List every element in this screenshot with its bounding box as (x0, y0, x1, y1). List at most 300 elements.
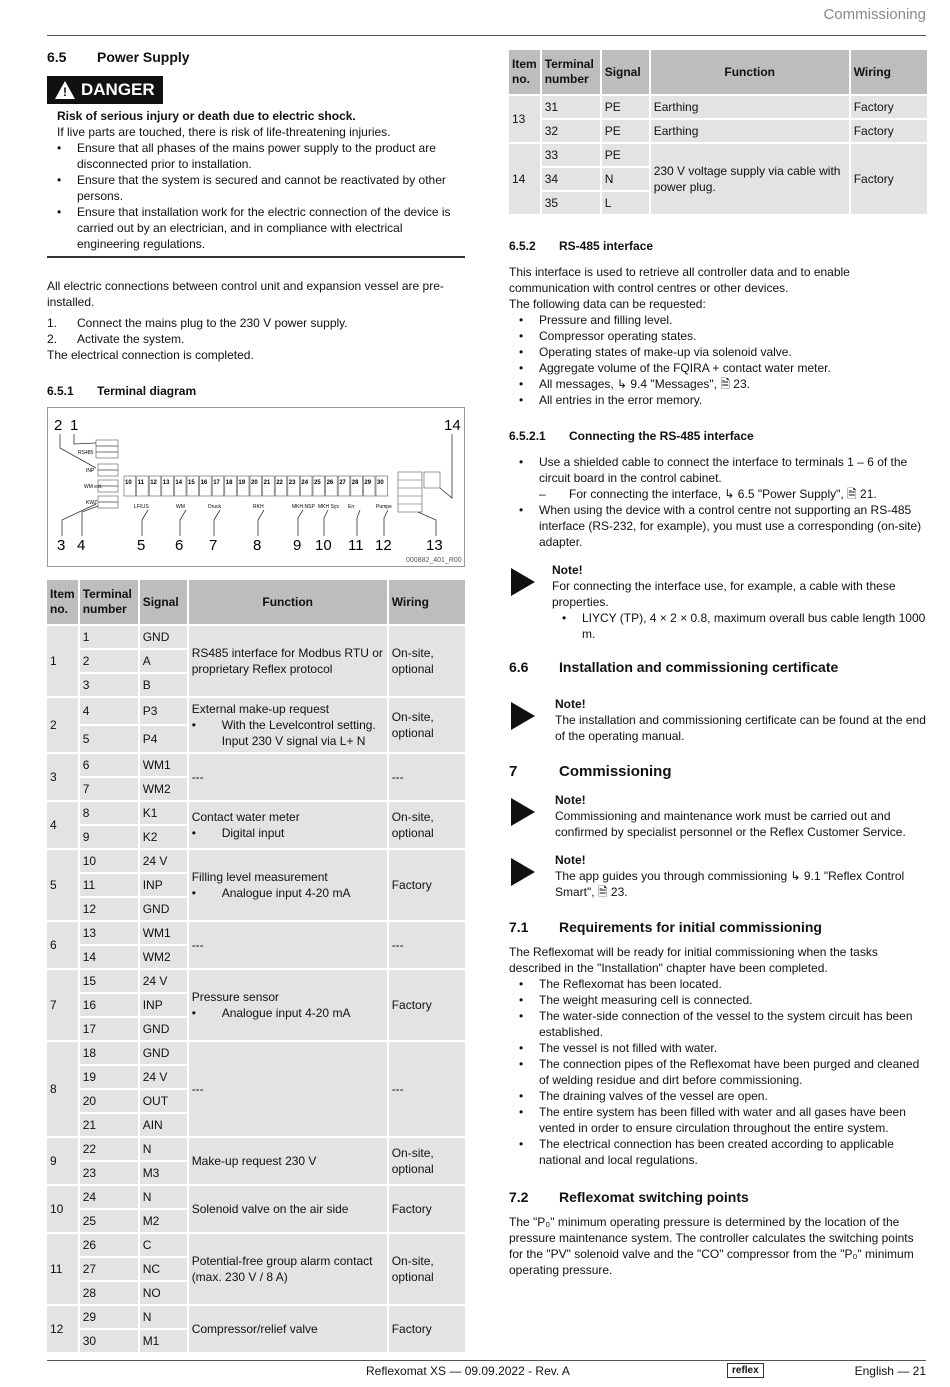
table-row (47, 850, 465, 872)
cell-item: 13 (509, 96, 540, 142)
list-item: • The Reflexomat has been located. (509, 976, 927, 992)
cell-terminal: 31 (542, 96, 600, 118)
callout-label: 13 (426, 537, 443, 554)
warning-triangle-icon: ! (55, 81, 75, 99)
callout-label: 2 (54, 417, 63, 434)
cell-terminal: 4 (80, 698, 138, 724)
terminal-box (237, 476, 249, 496)
danger-label: ! DANGER (47, 76, 163, 104)
danger-text: If live parts are touched, there is risk of life-threatening injuries. (57, 125, 391, 139)
cell-terminal: 33 (542, 144, 600, 166)
callout-label: 3 (57, 537, 66, 554)
section-6-5-heading: 6.5 Power Supply (47, 49, 190, 65)
cell-wiring: On-site, optional (389, 1234, 465, 1304)
cell-terminal: 24 (80, 1186, 138, 1208)
cell-signal: GND (140, 626, 187, 648)
table-row (47, 1186, 465, 1208)
cell-terminal: 30 (80, 1330, 138, 1352)
section-7-1-heading: 7.1 Requirements for initial commissioning (509, 919, 822, 935)
terminal-groups (134, 504, 392, 510)
terminal-number: 30 (377, 480, 384, 486)
requirements-text: The Reflexomat will be ready for initial commissioning when the tasks described in the "Installation" chapter have been completed. (509, 945, 878, 975)
table-row (47, 626, 465, 648)
cell-signal: 24 V (140, 970, 187, 992)
cell-function (189, 754, 387, 800)
terminal-number: 27 (339, 480, 346, 486)
terminal-group-label: Druck (208, 504, 222, 510)
col-header-item: Item no. (47, 580, 78, 624)
table-row (47, 1306, 465, 1328)
cell-wiring: On-site, optional (389, 1138, 465, 1184)
terminal-number: 14 (175, 480, 183, 486)
cell-function (189, 850, 387, 920)
col-header-item: Item no. (509, 50, 540, 94)
note-label: Note! (555, 697, 586, 711)
cell-terminal: 10 (80, 850, 138, 872)
table-row (47, 970, 465, 992)
terminal-number: 20 (251, 480, 258, 486)
callout-label: 7 (209, 537, 218, 554)
cell-terminal: 1 (80, 626, 138, 648)
note-label: Note! (555, 853, 586, 867)
cell-function (189, 1234, 387, 1304)
function-text: Contact water meter (191, 810, 300, 824)
cell-function (189, 1186, 387, 1232)
callout-label: 4 (77, 537, 86, 554)
diagram-left-label: KWZ (86, 500, 98, 506)
cell-item: 9 (47, 1138, 78, 1184)
terminal-box (174, 476, 186, 496)
list-item: • When using the device with a control centre not supporting an RS-485 interface (RS-232, for example), you must use a corresponding (on-site) adapter. (509, 502, 927, 550)
cell-signal: P3 (140, 698, 187, 724)
cell-signal: A (140, 650, 187, 672)
cell-terminal: 5 (80, 726, 138, 752)
list-item: • Aggregate volume of the FQIRA + contact water meter. (509, 360, 927, 376)
cell-function (189, 802, 387, 848)
steps-list (47, 315, 465, 347)
danger-item: • Ensure that the system is secured and cannot be reactivated by other persons. (47, 172, 465, 204)
terminal-group-label: MKH NSP (292, 504, 315, 510)
footer-doc: Reflexomat XS — 09.09.2022 - Rev. A (366, 1364, 570, 1378)
cell-terminal: 12 (80, 898, 138, 920)
switching-points-text: The "P₀" minimum operating pressure is determined by the location of the pressure maintenance system. The controller calculates the switching points for the "PV" solenoid valve and the "CO" compressor from the "P₀" minimum operating pressure. (509, 1215, 914, 1277)
col-header-signal: Signal (602, 50, 649, 94)
terminal-table-body (47, 626, 465, 1352)
step-item: 1. Connect the mains plug to the 230 V power supply. (47, 316, 348, 330)
cell-function (189, 922, 387, 968)
terminal-number: 26 (326, 480, 334, 486)
cell-item: 3 (47, 754, 78, 800)
terminal-number: 23 (288, 480, 296, 486)
terminal-number: 25 (314, 480, 321, 486)
terminal-group-label: Err (348, 504, 355, 510)
table-row (47, 802, 465, 824)
list-item: • All messages, ↳ 9.4 "Messages", 🗎 23. (509, 376, 927, 392)
footer-rule (47, 1360, 926, 1361)
terminal-box (351, 476, 363, 496)
function-text: Compressor/relief valve (191, 1322, 318, 1336)
cell-function (189, 698, 387, 752)
cell-terminal: 25 (80, 1210, 138, 1232)
cell-signal: PE (602, 120, 649, 142)
function-bullet: • With the Levelcontrol setting. Input 230 V signal via L+ N (191, 718, 376, 748)
terminal-box (124, 476, 136, 496)
cell-item: 6 (47, 922, 78, 968)
table-row (47, 1138, 465, 1160)
note-commissioning (509, 792, 927, 840)
col-header-terminal: Terminal number (80, 580, 138, 624)
callout-label: 8 (253, 537, 262, 554)
cell-signal: K2 (140, 826, 187, 848)
section-6-5-2-heading: 6.5.2 RS-485 interface (509, 239, 654, 253)
note-text: Commissioning and maintenance work must be carried out and confirmed by specialist personnel or the Reflex Customer Service. (555, 809, 906, 839)
cell-terminal: 17 (80, 1018, 138, 1040)
diagram-code: 000882_401_R00 (406, 557, 462, 564)
terminal-group-label: MKH Sys (318, 504, 339, 510)
note-arrow-icon (511, 702, 535, 730)
cell-function (189, 1138, 387, 1184)
danger-item: • Ensure that installation work for the electric connection of the device is carried out by an electrician, and in compliance with electrical engineering regulations. (47, 204, 465, 252)
terminal-box (275, 476, 287, 496)
cell-signal: WM1 (140, 922, 187, 944)
cell-wiring: On-site, optional (389, 802, 465, 848)
cell-terminal: 20 (80, 1090, 138, 1112)
list-item: • Operating states of make-up via solenoid valve. (509, 344, 927, 360)
list-item: • Compressor operating states. (509, 328, 927, 344)
rs485-connect-list-2 (509, 502, 927, 550)
cell-wiring: --- (389, 922, 465, 968)
function-bullet: • Digital input (191, 826, 285, 840)
cell-wiring: --- (389, 1042, 465, 1136)
cell-item: 8 (47, 1042, 78, 1136)
callout-label: 12 (375, 537, 392, 554)
cell-signal: WM1 (140, 754, 187, 776)
cell-signal: GND (140, 1018, 187, 1040)
cell-item: 5 (47, 850, 78, 920)
cell-terminal: 21 (80, 1114, 138, 1136)
cell-terminal: 35 (542, 192, 600, 214)
terminal-diagram (47, 407, 465, 567)
danger-notice (47, 66, 465, 258)
note-text: For connecting the interface use, for example, a cable with these properties. (552, 579, 896, 609)
list-item: • Use a shielded cable to connect the interface to terminals 1 – 6 of the circuit board in the control cabinet. (509, 454, 927, 486)
terminal-diagram-drawing (48, 408, 464, 566)
note-text: The installation and commissioning certificate can be found at the end of the operating manual. (555, 713, 926, 743)
callout-label: 9 (293, 537, 302, 554)
table-row (47, 698, 465, 724)
note-text: The app guides you through commissioning ↳ 9.1 "Reflex Control Smart", 🗎 23. (555, 869, 905, 899)
cell-item: 4 (47, 802, 78, 848)
note-label: Note! (555, 793, 586, 807)
terminal-number: 21 (263, 480, 271, 486)
list-item: • LIYCY (TP), 4 × 2 × 0.8, maximum overall bus cable length 1000 m. (552, 610, 927, 642)
cell-signal: P4 (140, 726, 187, 752)
col-header-wiring: Wiring (851, 50, 927, 94)
danger-item: • Ensure that all phases of the mains power supply to the product are disconnected prior to installation. (47, 140, 465, 172)
cell-terminal: 19 (80, 1066, 138, 1088)
cell-item: 1 (47, 626, 78, 696)
cell-terminal: 32 (542, 120, 600, 142)
note-label: Note! (552, 563, 583, 577)
diagram-left-label: WM ext. (84, 484, 103, 490)
rs485-connect-list (509, 454, 927, 486)
cell-signal: 24 V (140, 1066, 187, 1088)
list-item: • The entire system has been filled with water and all gases have been vented in order to ensure circulation throughout the entire system. (509, 1104, 927, 1136)
page-footer (47, 1363, 926, 1379)
cell-item: 14 (509, 144, 540, 214)
cell-signal: GND (140, 1042, 187, 1064)
cell-wiring: On-site, optional (389, 698, 465, 752)
table-row (509, 144, 927, 166)
terminal-table-continued (507, 48, 929, 216)
running-header: Commissioning (823, 6, 926, 23)
terminal-box (363, 476, 375, 496)
terminal-number: 15 (188, 480, 195, 486)
requirements-list (509, 976, 927, 1168)
terminal-group-label: LF/LIS (134, 504, 149, 510)
cell-signal: C (140, 1234, 187, 1256)
reflex-logo: reflex (727, 1363, 764, 1378)
cell-terminal: 34 (542, 168, 600, 190)
list-item: • Pressure and filling level. (509, 312, 927, 328)
section-6-5-1-heading: 6.5.1 Terminal diagram (47, 384, 197, 398)
col-header-function: Function (651, 50, 849, 94)
cell-signal: N (140, 1186, 187, 1208)
list-item: • The weight measuring cell is connected. (509, 992, 927, 1008)
terminal-group-label: Pumpe (376, 504, 392, 510)
cell-signal: M2 (140, 1210, 187, 1232)
terminal-box (149, 476, 161, 496)
section-6-5-2-1-heading: 6.5.2.1 Connecting the RS-485 interface (509, 429, 754, 443)
cell-function (189, 626, 387, 696)
cell-function (189, 1306, 387, 1352)
terminal-box (300, 476, 312, 496)
function-text: External make-up request (191, 702, 330, 716)
cell-item: 7 (47, 970, 78, 1040)
cell-wiring: Factory (851, 96, 927, 118)
terminal-number: 12 (150, 480, 157, 486)
cell-signal: INP (140, 874, 187, 896)
col-header-signal: Signal (140, 580, 187, 624)
function-text: --- (191, 770, 204, 784)
cell-signal: N (140, 1306, 187, 1328)
cell-terminal: 11 (80, 874, 138, 896)
cell-signal: L (602, 192, 649, 214)
cell-signal: INP (140, 994, 187, 1016)
table-row (47, 1234, 465, 1256)
cell-signal: AIN (140, 1114, 187, 1136)
list-item: • The draining valves of the vessel are open. (509, 1088, 927, 1104)
section-7-2-heading: 7.2 Reflexomat switching points (509, 1189, 749, 1205)
danger-list (47, 140, 465, 252)
table-row (47, 922, 465, 944)
terminal-number: 10 (125, 480, 132, 486)
cell-terminal: 26 (80, 1234, 138, 1256)
diagram-left-label: RS485 (78, 450, 94, 456)
function-text: Filling level measurement (191, 870, 328, 884)
callout-label: 11 (348, 537, 364, 554)
danger-heading: Risk of serious injury or death due to electric shock. (57, 109, 356, 123)
function-text: Make-up request 230 V (191, 1154, 317, 1168)
col-header-function: Function (189, 580, 387, 624)
callout-label: 6 (175, 537, 184, 554)
cell-terminal: 28 (80, 1282, 138, 1304)
cell-signal: K1 (140, 802, 187, 824)
list-subitem: – For connecting the interface, ↳ 6.5 "Power Supply", 🗎 21. (509, 486, 927, 502)
cell-terminal: 9 (80, 826, 138, 848)
terminal-box (137, 476, 149, 496)
cell-terminal: 7 (80, 778, 138, 800)
cell-terminal: 14 (80, 946, 138, 968)
terminal-strip (124, 476, 388, 496)
terminal-number: 28 (351, 480, 359, 486)
section-7-heading: 7 Commissioning (509, 763, 672, 780)
cell-wiring: Factory (851, 144, 927, 214)
cell-signal: NO (140, 1282, 187, 1304)
cell-signal: N (140, 1138, 187, 1160)
cell-signal: N (602, 168, 649, 190)
power-intro: All electric connections between control unit and expansion vessel are pre-installed. (47, 279, 444, 309)
cell-terminal: 16 (80, 994, 138, 1016)
function-text: --- (191, 1082, 204, 1096)
callout-label: 14 (444, 417, 461, 434)
cell-terminal: 8 (80, 802, 138, 824)
terminal-box (162, 476, 174, 496)
cell-wiring: Factory (389, 1186, 465, 1232)
col-header-wiring: Wiring (389, 580, 465, 624)
function-text: Pressure sensor (191, 990, 280, 1004)
function-bullet: • Analogue input 4-20 mA (191, 886, 351, 900)
cell-terminal: 27 (80, 1258, 138, 1280)
table-row (509, 120, 927, 142)
cell-signal: GND (140, 898, 187, 920)
terminal-number: 29 (364, 480, 372, 486)
terminal-box (313, 476, 325, 496)
cell-terminal: 3 (80, 674, 138, 696)
terminal-box (263, 476, 275, 496)
cell-terminal: 18 (80, 1042, 138, 1064)
terminal-group-label: RKH (253, 504, 264, 510)
note-cable (509, 562, 927, 642)
cell-terminal: 22 (80, 1138, 138, 1160)
cell-terminal: 15 (80, 970, 138, 992)
terminal-box (212, 476, 224, 496)
cell-function: Earthing (651, 120, 849, 142)
cell-signal: B (140, 674, 187, 696)
table-row (47, 1042, 465, 1064)
cell-function (189, 970, 387, 1040)
note-arrow-icon (511, 858, 535, 886)
cell-terminal: 2 (80, 650, 138, 672)
callout-label: 5 (137, 537, 146, 554)
cell-terminal: 13 (80, 922, 138, 944)
cell-terminal: 29 (80, 1306, 138, 1328)
callout-label: 10 (315, 537, 332, 554)
list-item: • The electrical connection has been created according to applicable national and local regulations. (509, 1136, 927, 1168)
note-arrow-icon (511, 568, 535, 596)
header-rule (47, 35, 926, 36)
function-text: Potential-free group alarm contact (max. 230 V / 8 A) (191, 1254, 373, 1284)
col-header-terminal: Terminal number (542, 50, 600, 94)
cell-terminal: 6 (80, 754, 138, 776)
terminal-box (326, 476, 338, 496)
cell-wiring: --- (389, 754, 465, 800)
diagram-left-label: INP (86, 468, 95, 474)
cell-wiring: Factory (389, 970, 465, 1040)
terminal-number: 13 (162, 480, 170, 486)
function-text: --- (191, 938, 204, 952)
cell-signal: NC (140, 1258, 187, 1280)
terminal-number: 18 (225, 480, 233, 486)
terminal-table (45, 578, 467, 1354)
cell-function: Earthing (651, 96, 849, 118)
cell-function: 230 V voltage supply via cable with power plug. (651, 144, 849, 214)
rs485-lead: The following data can be requested: (509, 297, 706, 311)
section-6-6-heading: 6.6 Installation and commissioning certificate (509, 659, 839, 675)
terminal-number: 22 (276, 480, 283, 486)
cell-signal: PE (602, 144, 649, 166)
cell-signal: M1 (140, 1330, 187, 1352)
table-row (47, 754, 465, 776)
note-list (552, 610, 927, 642)
cell-signal: WM2 (140, 778, 187, 800)
list-item: • The water-side connection of the vessel to the system circuit has been established. (509, 1008, 927, 1040)
terminal-number: 24 (301, 480, 309, 486)
cell-wiring: Factory (389, 1306, 465, 1352)
cell-wiring: Factory (851, 120, 927, 142)
terminal-box (187, 476, 199, 496)
rs485-text: This interface is used to retrieve all controller data and to enable communication with control centres or other devices. (509, 265, 850, 295)
terminal-box (288, 476, 300, 496)
terminal-box (225, 476, 237, 496)
cell-item: 10 (47, 1186, 78, 1232)
cell-signal: WM2 (140, 946, 187, 968)
step-result: The electrical connection is completed. (47, 348, 254, 362)
terminal-number: 16 (200, 480, 208, 486)
footer-page: English — 21 (854, 1364, 926, 1378)
cell-wiring: On-site, optional (389, 626, 465, 696)
cell-signal: 24 V (140, 850, 187, 872)
list-item: • The vessel is not filled with water. (509, 1040, 927, 1056)
callout-label: 1 (70, 417, 79, 434)
cell-signal: PE (602, 96, 649, 118)
left-column (47, 48, 465, 1354)
note-certificate (509, 696, 927, 744)
terminal-number: 17 (213, 480, 220, 486)
terminal-box (200, 476, 212, 496)
terminal-number: 11 (137, 480, 144, 486)
terminal-box (376, 476, 388, 496)
cell-signal: OUT (140, 1090, 187, 1112)
list-item: • The connection pipes of the Reflexomat have been purged and cleaned of welding residue and dirt before commissioning. (509, 1056, 927, 1088)
terminal-number: 19 (238, 480, 246, 486)
note-app (509, 852, 927, 900)
function-bullet: • Analogue input 4-20 mA (191, 1006, 351, 1020)
note-arrow-icon (511, 798, 535, 826)
cell-function (189, 1042, 387, 1136)
function-text: Solenoid valve on the air side (191, 1202, 349, 1216)
table-row (509, 96, 927, 118)
cell-wiring: Factory (389, 850, 465, 920)
rs485-data-list (509, 312, 927, 408)
terminal-box (250, 476, 262, 496)
rs485-connect-sublist (509, 486, 927, 502)
step-item: 2. Activate the system. (47, 332, 185, 346)
list-item: • All entries in the error memory. (509, 392, 927, 408)
terminal-group-label: WM (176, 504, 185, 510)
right-column (509, 48, 927, 1278)
terminal-box (338, 476, 350, 496)
